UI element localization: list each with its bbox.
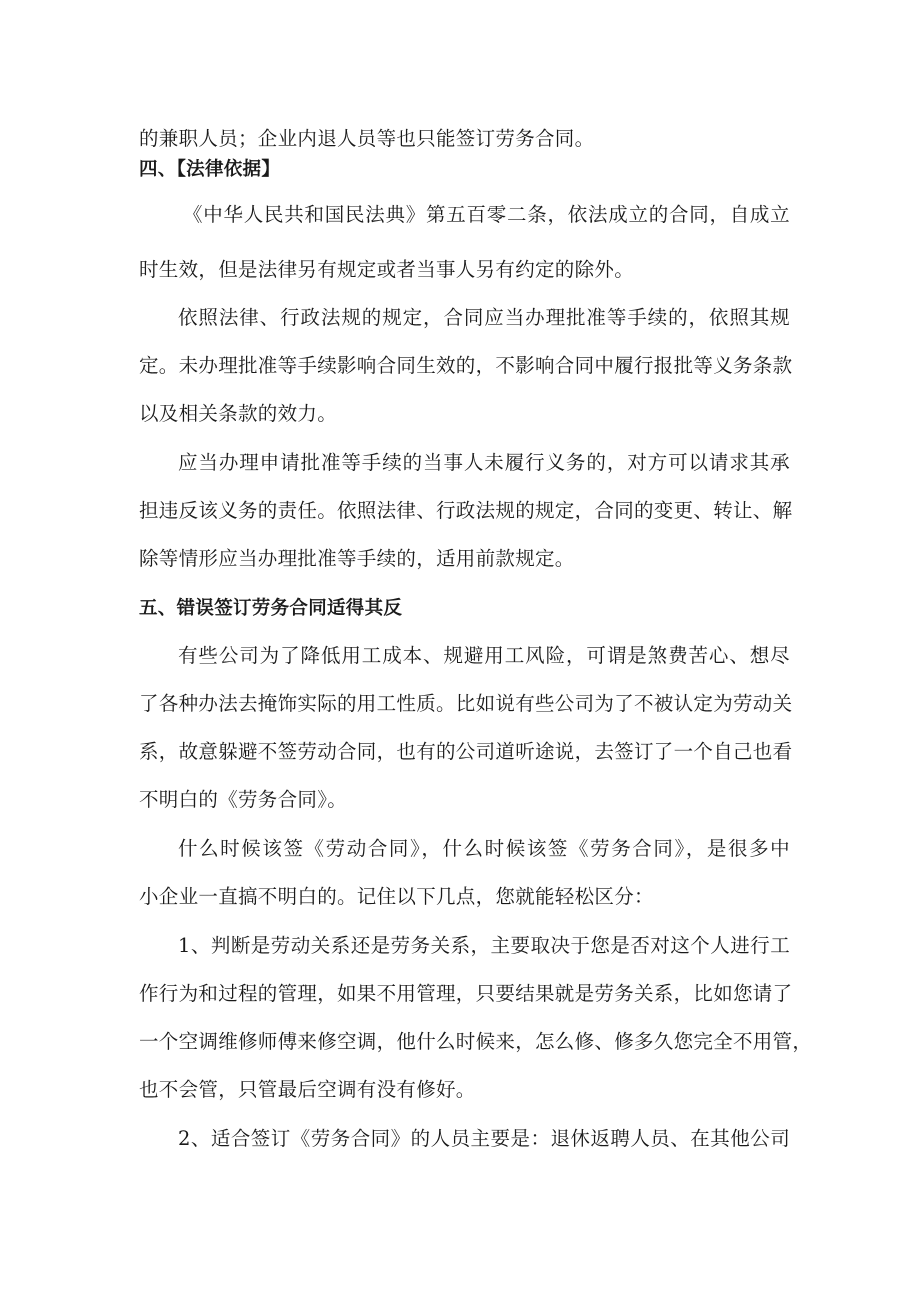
paragraph-line: 除等情形应当办理批准等手续的，适用前款规定。 [139, 547, 575, 570]
paragraph-line: 作行为和过程的管理，如果不用管理，只要结果就是劳务关系，比如您请了 [139, 982, 793, 1005]
paragraph-line: 担违反该义务的责任。依照法律、行政法规的规定，合同的变更、转让、解 [139, 499, 793, 522]
paragraph-line: 时生效，但是法律另有规定或者当事人另有约定的除外。 [139, 258, 635, 281]
paragraph-line: 一个空调维修师傅来修空调，他什么时候来，怎么修、修多久您完全不用管， [139, 1030, 813, 1053]
paragraph-line: 1、判断是劳动关系还是劳务关系，主要取决于您是否对这个人进行工 [178, 934, 790, 957]
paragraph-line: 的兼职人员；企业内退人员等也只能签订劳务合同。 [139, 127, 595, 150]
paragraph-line: 定。未办理批准等手续影响合同生效的，不影响合同中履行报批等义务条款 [139, 354, 793, 377]
paragraph-line: 有些公司为了降低用工成本、规避用工风险，可谓是煞费苦心、想尽 [178, 644, 790, 667]
paragraph-line: 2、适合签订《劳务合同》的人员主要是：退休返聘人员、在其他公司 [178, 1127, 790, 1150]
paragraph-line: 《中华人民共和国民法典》第五百零二条，依法成立的合同，自成立 [183, 203, 790, 226]
paragraph-line: 应当办理申请批准等手续的当事人未履行义务的，对方可以请求其承 [178, 451, 790, 474]
paragraph-line: 小企业一直搞不明白的。记住以下几点，您就能轻松区分： [139, 885, 654, 908]
paragraph-line: 了各种办法去掩饰实际的用工性质。比如说有些公司为了不被认定为劳动关 [139, 692, 793, 715]
section-heading-5: 五、错误签订劳务合同适得其反 [139, 598, 403, 619]
paragraph-line: 以及相关条款的效力。 [139, 402, 338, 425]
paragraph-line: 系，故意躲避不签劳动合同，也有的公司道听途说，去签订了一个自己也看 [139, 740, 793, 763]
paragraph-line: 依照法律、行政法规的规定，合同应当办理批准等手续的，依照其规 [178, 306, 790, 329]
paragraph-line: 不明白的《劳务合同》。 [139, 788, 348, 811]
paragraph-line: 也不会管，只管最后空调有没有修好。 [139, 1078, 476, 1101]
section-heading-4: 四、【法律依据】 [139, 159, 281, 180]
paragraph-line: 什么时候该签《劳动合同》，什么时候该签《劳务合同》，是很多中 [178, 837, 790, 860]
